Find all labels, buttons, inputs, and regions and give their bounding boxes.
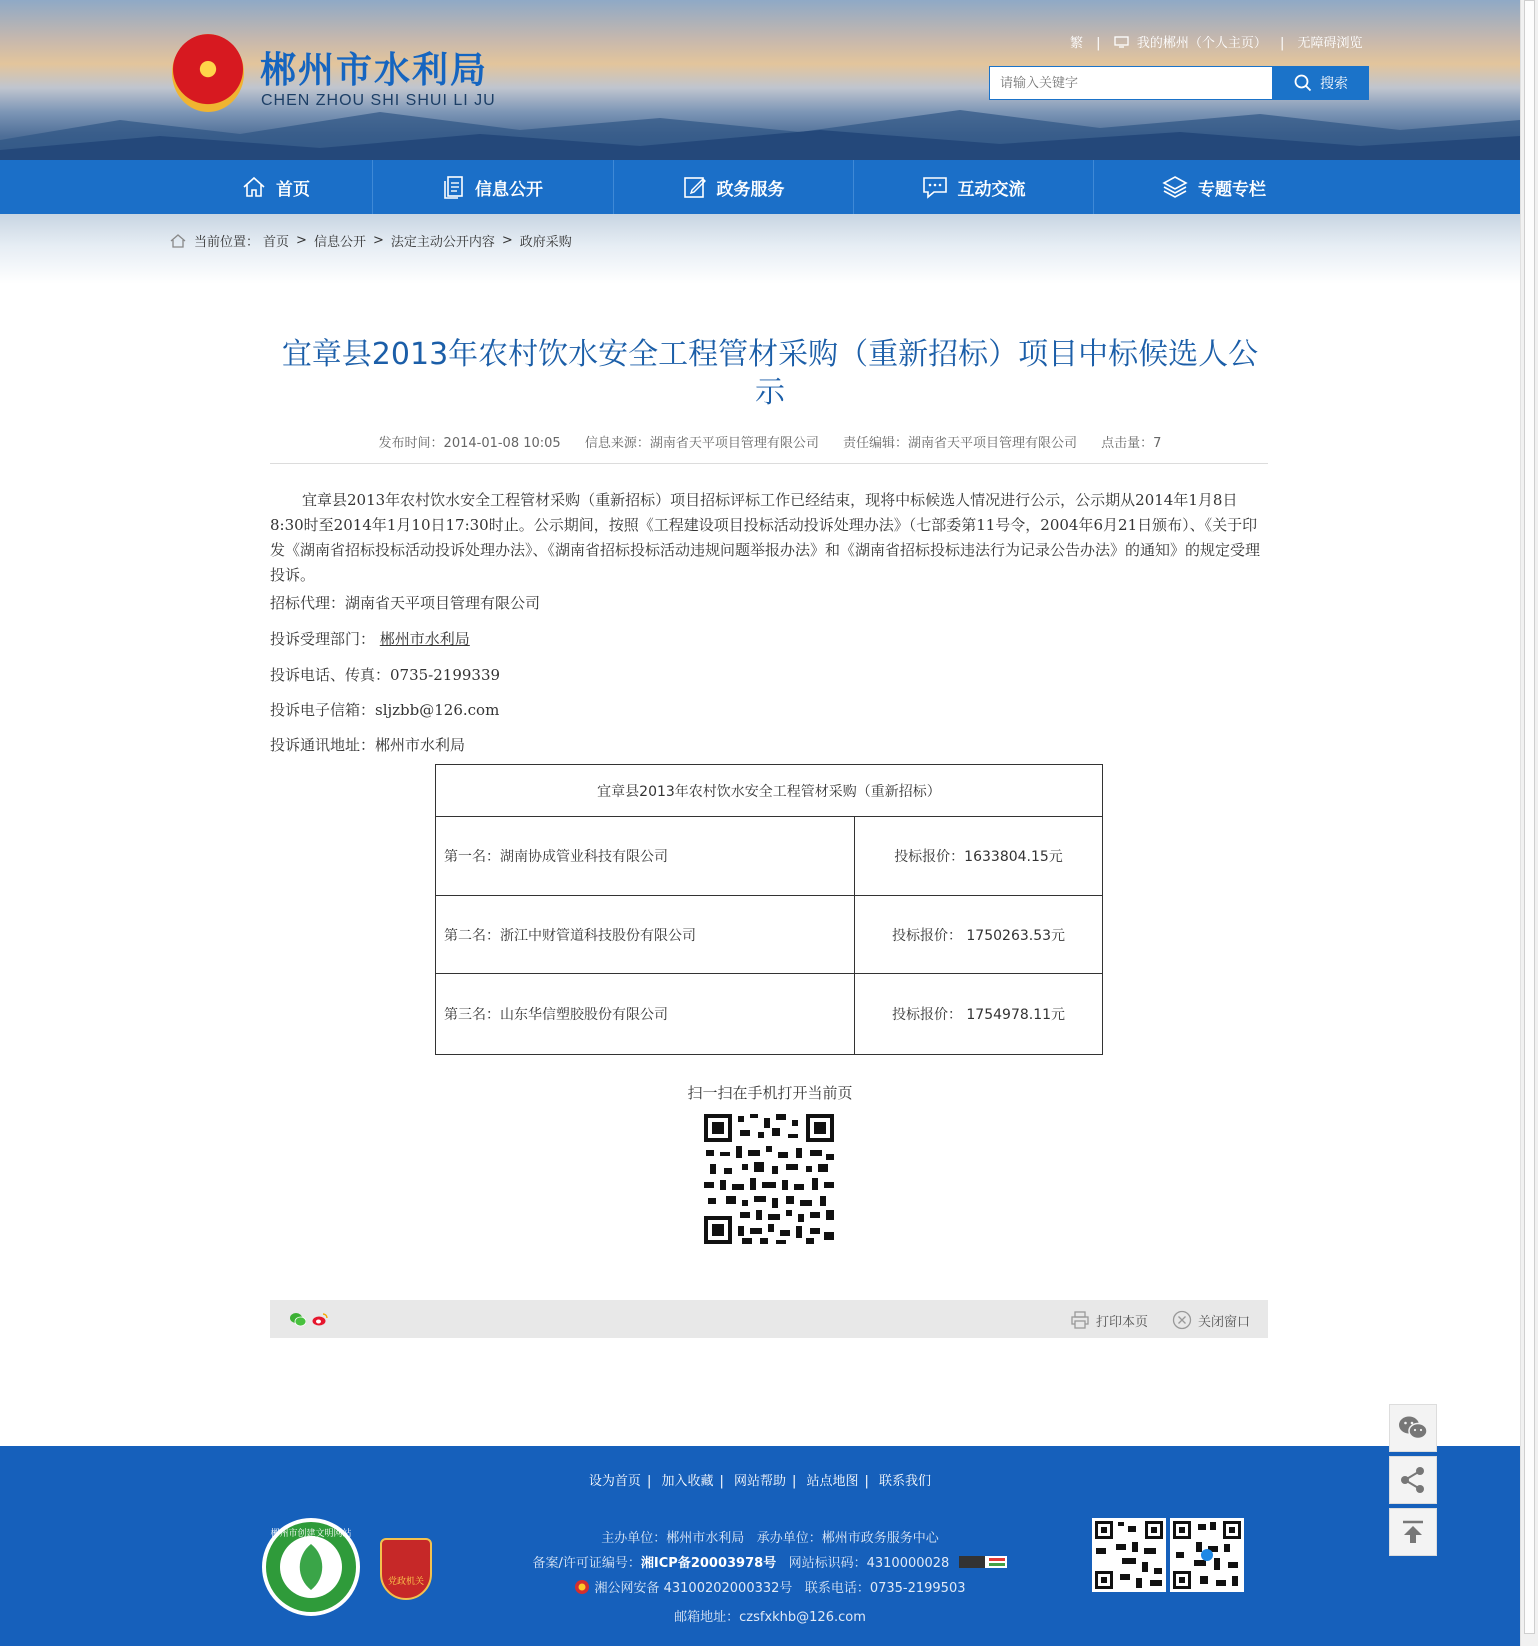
police-record[interactable]: 湘公网安备 43100202000332号 xyxy=(594,1581,793,1596)
table-row xyxy=(436,896,1103,974)
rank-cell: 第二名：浙江中财管道科技股份有限公司 xyxy=(436,896,855,974)
printer-icon xyxy=(1070,1310,1090,1330)
close-icon xyxy=(1172,1310,1192,1330)
search-box xyxy=(989,66,1273,100)
search-input[interactable] xyxy=(990,67,1270,97)
icp-label: 备案/许可证编号： xyxy=(532,1556,641,1571)
separator: | xyxy=(1279,36,1285,51)
nav-label: 专题专栏 xyxy=(1198,179,1266,200)
article-title: 宜章县2013年农村饮水安全工程管材采购（重新招标）项目中标候选人公示 xyxy=(281,337,1259,410)
footer-police-line xyxy=(500,1576,1040,1601)
breadcrumb-item-legal[interactable]: 法定主动公开内容 xyxy=(390,235,495,250)
badge-text: 郴州市创建文明网站 xyxy=(270,1529,352,1539)
agent-line: 招标代理：湖南省天平项目管理有限公司 xyxy=(270,594,541,612)
print-label: 打印本页 xyxy=(1095,1314,1148,1330)
share-icon xyxy=(1400,1466,1426,1494)
breadcrumb-item-home[interactable]: 首页 xyxy=(263,235,290,250)
breadcrumb-item-procurement[interactable]: 政府采购 xyxy=(519,235,572,250)
dept-label: 投诉受理部门： xyxy=(270,630,376,648)
nav-label: 信息公开 xyxy=(475,179,543,200)
footer-link-sitemap[interactable]: 站点地图 xyxy=(806,1474,859,1489)
footer-link-help[interactable]: 网站帮助 xyxy=(733,1474,786,1489)
home-icon xyxy=(242,176,266,198)
footer-links: 设为首页 | 加入收藏 | 网站帮助 | 站点地图 | 联系我们 xyxy=(588,1474,932,1489)
footer-link-favorite[interactable]: 加入收藏 xyxy=(661,1474,714,1489)
footer-link-set-home[interactable]: 设为首页 xyxy=(588,1474,641,1489)
traditional-chinese-link[interactable]: 繁 xyxy=(1070,36,1084,51)
float-wechat-button[interactable] xyxy=(1389,1404,1437,1452)
badge-text: 党政机关 xyxy=(387,1577,424,1587)
scrollbar-thumb[interactable] xyxy=(1524,0,1535,1634)
contact-tel: 联系电话：0735-2199503 xyxy=(804,1581,966,1596)
nav-label: 首页 xyxy=(276,179,310,200)
close-window-button[interactable] xyxy=(1172,1310,1250,1330)
nav-interaction[interactable] xyxy=(854,160,1093,214)
rank-cell: 第三名：山东华信塑胶股份有限公司 xyxy=(436,974,855,1055)
dept-line xyxy=(270,628,470,649)
footer-link-contact[interactable]: 联系我们 xyxy=(879,1474,932,1489)
table-header: 宜章县2013年农村饮水安全工程管材采购（重新招标） xyxy=(436,765,1103,817)
search-icon xyxy=(1294,74,1312,92)
table-row xyxy=(436,817,1103,896)
breadcrumb xyxy=(170,231,572,250)
breadcrumb-separator: > xyxy=(501,233,513,248)
national-emblem-logo xyxy=(172,34,244,112)
site-code: 网站标识码：4310000028 xyxy=(788,1556,950,1571)
article-meta xyxy=(270,432,1270,451)
nav-gov-service[interactable] xyxy=(614,160,853,214)
phone-line: 投诉电话、传真：0735-2199339 xyxy=(270,666,501,684)
main-nav xyxy=(0,160,1520,214)
accessibility-link[interactable]: 无障碍浏览 xyxy=(1297,36,1363,51)
dept-link[interactable]: 郴州市水利局 xyxy=(379,630,470,648)
breadcrumb-prefix: 当前位置： xyxy=(194,235,260,250)
edit-icon xyxy=(683,175,707,199)
monitor-icon xyxy=(1114,36,1129,48)
mountain-scenery xyxy=(0,100,1520,160)
footer-info xyxy=(500,1526,1040,1630)
info-source: 信息来源：湖南省天平项目管理有限公司 xyxy=(584,436,819,451)
separator: | xyxy=(1096,36,1101,51)
float-share-button[interactable] xyxy=(1389,1456,1437,1504)
nav-home[interactable] xyxy=(180,160,372,214)
price-cell: 投标报价： 1754978.11元 xyxy=(855,974,1103,1055)
host-unit: 主办单位：郴州市水利局 xyxy=(601,1531,745,1546)
share-bar xyxy=(270,1300,1268,1338)
nav-info-public[interactable] xyxy=(373,160,613,214)
layers-icon xyxy=(1162,175,1188,199)
footer-host-line xyxy=(500,1526,1040,1551)
nav-special-topics[interactable] xyxy=(1094,160,1334,214)
publish-time: 发布时间：2014-01-08 10:05 xyxy=(378,436,561,451)
share-actions xyxy=(1070,1310,1250,1330)
breadcrumb-separator: > xyxy=(372,233,384,248)
qr-label: 扫一扫在手机打开当前页 xyxy=(687,1084,853,1102)
back-to-top-icon xyxy=(1400,1519,1426,1545)
qr-code xyxy=(702,1112,836,1246)
chat-icon xyxy=(922,175,948,199)
document-icon xyxy=(443,175,465,199)
email-line: 投诉电子信箱：sljzbb@126.com xyxy=(270,701,500,719)
police-badge-icon xyxy=(574,1579,590,1595)
editor: 责任编辑：湖南省天平项目管理有限公司 xyxy=(843,436,1078,451)
weibo-share-icon[interactable] xyxy=(312,1312,328,1327)
close-label: 关闭窗口 xyxy=(1197,1314,1250,1330)
rank-cell: 第一名：湖南协成管业科技有限公司 xyxy=(436,817,855,896)
back-to-top-button[interactable] xyxy=(1389,1508,1437,1556)
search-button-label: 搜索 xyxy=(1320,76,1348,92)
footer-mail-line: 邮箱地址：czsfxkhb@126.com xyxy=(674,1610,866,1625)
wechat-icon xyxy=(1398,1415,1428,1441)
my-chenzhou-link[interactable]: 我的郴州（个人主页） xyxy=(1136,36,1267,51)
vertical-scrollbar[interactable] xyxy=(1520,0,1538,1646)
print-button[interactable] xyxy=(1070,1310,1148,1330)
breadcrumb-separator: > xyxy=(296,233,307,248)
footer-qr-code-1 xyxy=(1092,1518,1166,1592)
site-subtitle: CHEN ZHOU SHI SHUI LI JU xyxy=(261,92,496,109)
article-paragraph: 宜章县2013年农村饮水安全工程管材采购（重新招标）项目招标评标工作已经结束，现将中标候选人情况进行公示，公示期从2014年1月8日8:30时至2014年1月10日17:30时止。公示期间，按照《工程建设项目投标活动投诉处理办法》（七部委第11号令，2004年6月21日颁布）、《关于印发《湖南省招标投标活动投诉处理办法》、《湖南省招标投标活动违规问题举报办法》和《湖南省招标投标违法行为记录公告办法》的通知》的规定受理投诉。 xyxy=(270,491,1261,584)
article-body xyxy=(270,488,1268,588)
party-government-badge[interactable] xyxy=(380,1538,432,1600)
candidate-table xyxy=(435,764,1103,1055)
hit-count: 点击量：7 xyxy=(1101,436,1162,451)
nav-label: 政务服务 xyxy=(716,179,785,200)
price-cell: 投标报价： 1750263.53元 xyxy=(855,896,1103,974)
nav-label: 互动交流 xyxy=(957,179,1026,200)
icp-number[interactable]: 湘ICP备20003978号 xyxy=(640,1556,777,1571)
table-row xyxy=(436,765,1103,817)
wechat-share-icon[interactable] xyxy=(290,1312,306,1327)
undertake-unit: 承办单位：郴州市政务服务中心 xyxy=(756,1531,939,1546)
address-line: 投诉通讯地址：郴州市水利局 xyxy=(270,736,466,754)
home-icon xyxy=(170,233,186,248)
footer-icp-line xyxy=(500,1551,1040,1576)
divider xyxy=(270,463,1268,464)
site-title[interactable]: 郴州市水利局 xyxy=(260,50,489,91)
breadcrumb-item-info[interactable]: 信息公开 xyxy=(313,235,366,250)
price-cell: 投标报价：1633804.15元 xyxy=(855,817,1103,896)
civilized-badge-art xyxy=(266,1522,356,1612)
civilized-website-badge[interactable] xyxy=(262,1518,360,1616)
footer-qr-code-2 xyxy=(1170,1518,1244,1592)
top-links xyxy=(1070,32,1363,51)
table-row xyxy=(436,974,1103,1055)
footer xyxy=(0,1446,1520,1646)
cnzz-icon[interactable] xyxy=(959,1556,1007,1568)
search-button[interactable] xyxy=(1273,66,1369,100)
